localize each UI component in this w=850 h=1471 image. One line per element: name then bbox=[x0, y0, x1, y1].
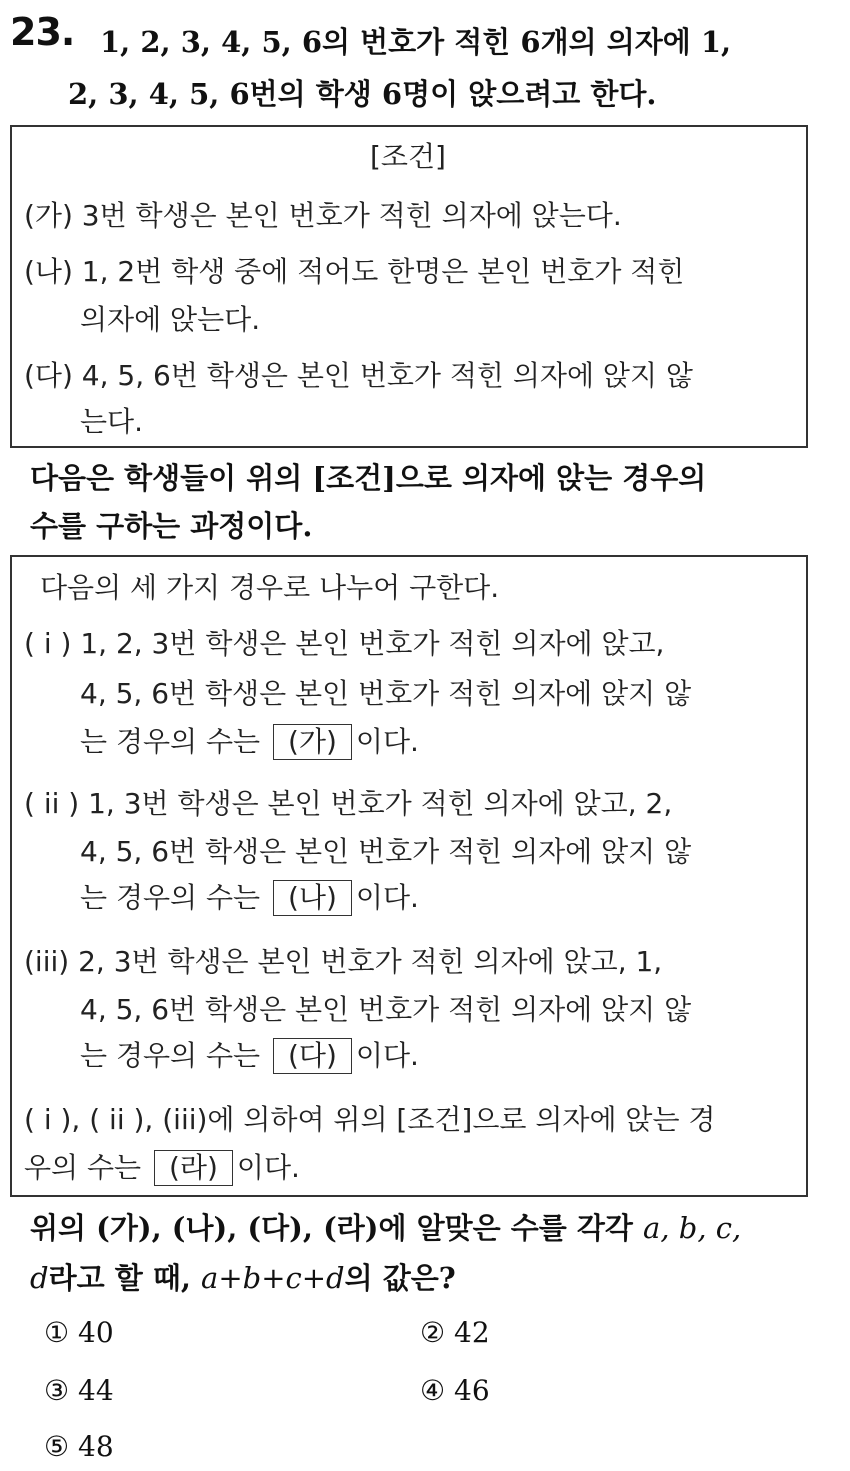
case-iii-line1: (iii) 2, 3번 학생은 본인 번호가 적힌 의자에 앉고, 1, bbox=[24, 945, 663, 978]
choice-1-value: 40 bbox=[78, 1316, 114, 1349]
choice-1-mark: ① bbox=[44, 1316, 70, 1349]
blank-ga: (가) bbox=[273, 724, 352, 760]
blank-na: (나) bbox=[273, 880, 352, 916]
var-d: d bbox=[30, 1261, 49, 1295]
case-i-line2: 4, 5, 6번 학생은 본인 번호가 적힌 의자에 앉지 않 bbox=[80, 677, 692, 710]
choice-4-value: 46 bbox=[454, 1374, 490, 1407]
choice-3[interactable] bbox=[44, 1374, 114, 1407]
case-i-line3 bbox=[80, 720, 419, 760]
blank-da: (다) bbox=[273, 1038, 352, 1074]
case-iii-line3-pre: 는 경우의 수는 bbox=[80, 1039, 261, 1072]
choice-3-mark: ③ bbox=[44, 1374, 70, 1407]
choice-5-value: 48 bbox=[78, 1430, 114, 1463]
case-ii-line3 bbox=[80, 876, 419, 916]
case-i-line3-pre: 는 경우의 수는 bbox=[80, 725, 261, 758]
final-line2 bbox=[30, 1256, 456, 1297]
conditions-title: [조건] bbox=[370, 140, 446, 173]
condition-b-line2: 의자에 앉는다. bbox=[80, 303, 261, 336]
final-line2-post: 의 값은? bbox=[344, 1261, 456, 1295]
case-ii-line3-post: 이다. bbox=[355, 881, 419, 914]
question-number: 23. bbox=[10, 10, 75, 54]
conclusion-line2-pre: 우의 수는 bbox=[24, 1151, 142, 1184]
final-line1-text: 위의 (가), (나), (다), (라)에 알맞은 수를 각각 bbox=[30, 1211, 633, 1245]
case-ii-line3-pre: 는 경우의 수는 bbox=[80, 881, 261, 914]
final-line2-mid: 라고 할 때, bbox=[48, 1261, 191, 1295]
blank-ra: (라) bbox=[154, 1150, 233, 1186]
choice-2-value: 42 bbox=[454, 1316, 490, 1349]
choice-5[interactable] bbox=[44, 1430, 114, 1463]
condition-b-line1: (나) 1, 2번 학생 중에 적어도 한명은 본인 번호가 적힌 bbox=[24, 255, 685, 288]
choice-5-mark: ⑤ bbox=[44, 1430, 70, 1463]
conclusion-line2 bbox=[24, 1146, 300, 1186]
condition-c-line2: 는다. bbox=[80, 405, 143, 438]
choice-3-value: 44 bbox=[78, 1374, 114, 1407]
case-i-line3-post: 이다. bbox=[355, 725, 419, 758]
question-stem-line1: 1, 2, 3, 4, 5, 6의 번호가 적힌 6개의 의자에 1, bbox=[100, 25, 732, 59]
question-stem-line2: 2, 3, 4, 5, 6번의 학생 6명이 앉으려고 한다. bbox=[68, 77, 657, 111]
condition-a: (가) 3번 학생은 본인 번호가 적힌 의자에 앉는다. bbox=[24, 199, 622, 232]
process-intro: 다음의 세 가지 경우로 나누어 구한다. bbox=[40, 571, 500, 604]
final-line1 bbox=[30, 1206, 741, 1247]
case-ii-line1: ( ii ) 1, 3번 학생은 본인 번호가 적힌 의자에 앉고, 2, bbox=[24, 787, 673, 820]
choice-2-mark: ② bbox=[420, 1316, 446, 1349]
intro-line1: 다음은 학생들이 위의 [조건]으로 의자에 앉는 경우의 bbox=[30, 461, 707, 495]
final-line1-vars: a, b, c, bbox=[643, 1211, 742, 1245]
conclusion-line1: ( i ), ( ii ), (iii)에 의하여 위의 [조건]으로 의자에 앉는 경 bbox=[24, 1103, 716, 1136]
expr-sum: a+b+c+d bbox=[201, 1261, 345, 1295]
case-iii-line3-post: 이다. bbox=[355, 1039, 419, 1072]
intro-line2: 수를 구하는 과정이다. bbox=[30, 509, 313, 543]
conclusion-line2-post: 이다. bbox=[236, 1151, 300, 1184]
case-iii-line3 bbox=[80, 1034, 419, 1074]
case-iii-line2: 4, 5, 6번 학생은 본인 번호가 적힌 의자에 앉지 않 bbox=[80, 993, 692, 1026]
case-i-line1: ( i ) 1, 2, 3번 학생은 본인 번호가 적힌 의자에 앉고, bbox=[24, 627, 665, 660]
choice-2[interactable] bbox=[420, 1316, 490, 1349]
choice-4-mark: ④ bbox=[420, 1374, 446, 1407]
choice-1[interactable] bbox=[44, 1316, 114, 1349]
case-ii-line2: 4, 5, 6번 학생은 본인 번호가 적힌 의자에 앉지 않 bbox=[80, 835, 692, 868]
condition-c-line1: (다) 4, 5, 6번 학생은 본인 번호가 적힌 의자에 앉지 않 bbox=[24, 359, 693, 392]
choice-4[interactable] bbox=[420, 1374, 490, 1407]
